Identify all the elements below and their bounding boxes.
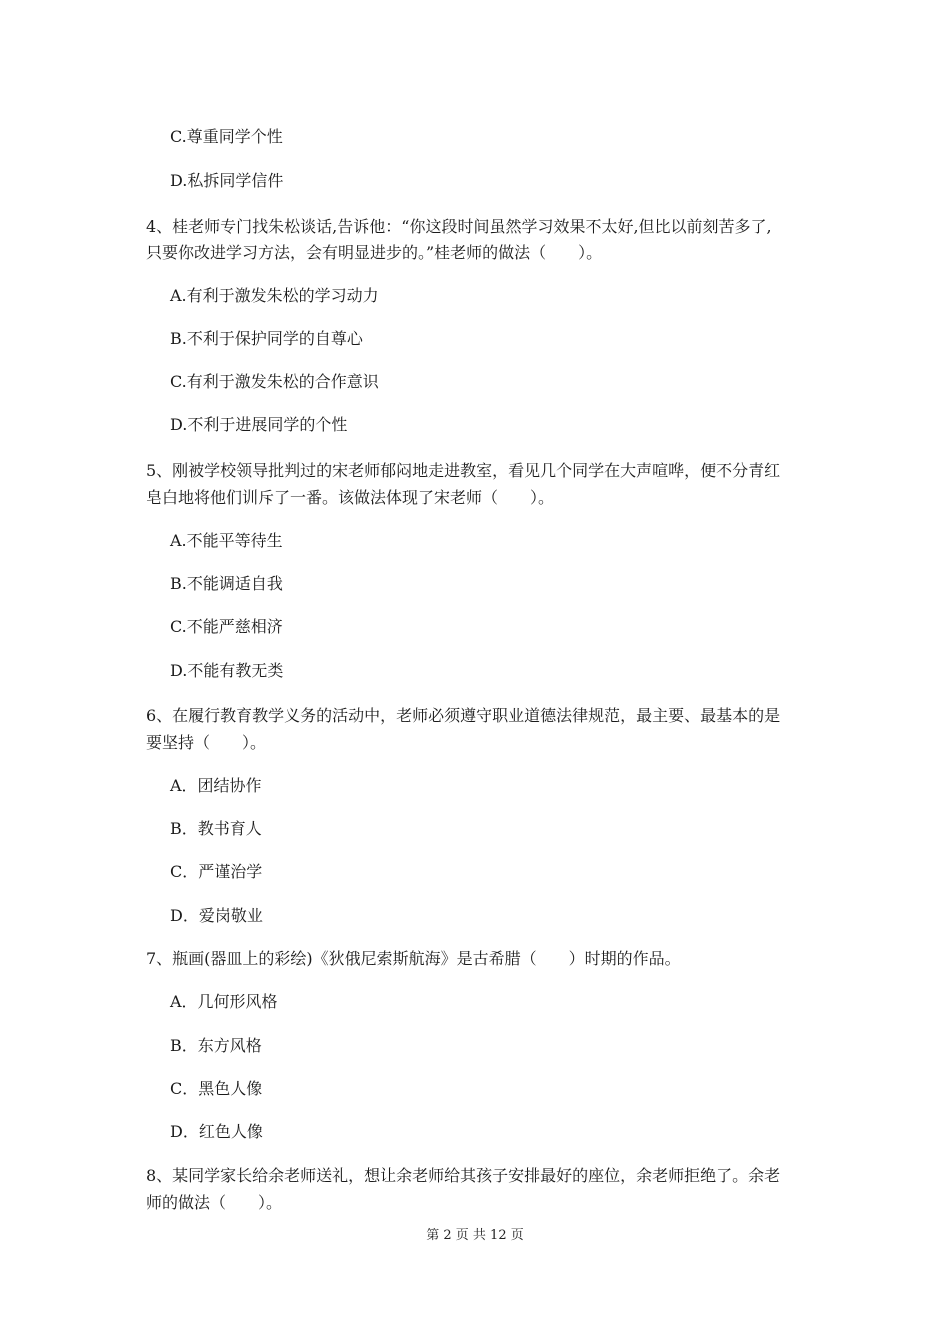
q5-option-b: B.不能调适自我 — [170, 574, 283, 593]
q4-option-c: C.有利于激发朱松的合作意识 — [170, 372, 379, 391]
q7-option-a: A．几何形风格 — [170, 992, 278, 1011]
q5-option-d: D.不能有教无类 — [170, 661, 284, 680]
q3-option-d: D.私拆同学信件 — [170, 171, 284, 190]
q6-option-c: C．严谨治学 — [170, 862, 263, 881]
q5-option-a: A.不能平等待生 — [170, 531, 283, 550]
q4-option-a: A.有利于激发朱松的学习动力 — [170, 286, 379, 305]
q3-option-c: C.尊重同学个性 — [170, 127, 283, 146]
page-number-footer: 第 2 页 共 12 页 — [426, 1228, 524, 1243]
q4-stem-line-2: 只要你改进学习方法，会有明显进步的。”桂老师的做法（ ）。 — [146, 243, 603, 262]
q6-stem-line-2: 要坚持（ ）。 — [146, 733, 267, 752]
q7-option-d: D．红色人像 — [170, 1122, 263, 1141]
q8-stem-line-1: 8、某同学家长给余老师送礼，想让余老师给其孩子安排最好的座位，余老师拒绝了。余老 — [146, 1166, 781, 1185]
q6-stem-line-1: 6、在履行教育教学义务的活动中，老师必须遵守职业道德法律规范，最主要、最基本的是 — [146, 706, 781, 725]
q7-option-b: B．东方风格 — [170, 1036, 262, 1055]
q8-stem-line-2: 师的做法（ ）。 — [146, 1193, 283, 1212]
q6-option-a: A．团结协作 — [170, 776, 262, 795]
q7-option-c: C．黑色人像 — [170, 1079, 263, 1098]
q6-option-b: B．教书育人 — [170, 819, 262, 838]
q6-option-d: D．爱岗敬业 — [170, 906, 263, 925]
q4-stem-line-1: 4、桂老师专门找朱松谈话,告诉他：“你这段时间虽然学习效果不太好,但比以前刻苦多了, — [146, 217, 772, 236]
q5-stem-line-1: 5、刚被学校领导批判过的宋老师郁闷地走进教室，看见几个同学在大声喧哗，便不分青红 — [146, 461, 781, 480]
q5-option-c: C.不能严慈相济 — [170, 617, 283, 636]
q4-option-d: D.不利于进展同学的个性 — [170, 415, 348, 434]
q4-option-b: B.不利于保护同学的自尊心 — [170, 329, 363, 348]
q5-stem-line-2: 皂白地将他们训斥了一番。该做法体现了宋老师（ ）。 — [146, 488, 555, 507]
q7-stem-line-1: 7、瓶画(器皿上的彩绘)《狄俄尼索斯航海》是古希腊（ ）时期的作品。 — [146, 949, 681, 968]
